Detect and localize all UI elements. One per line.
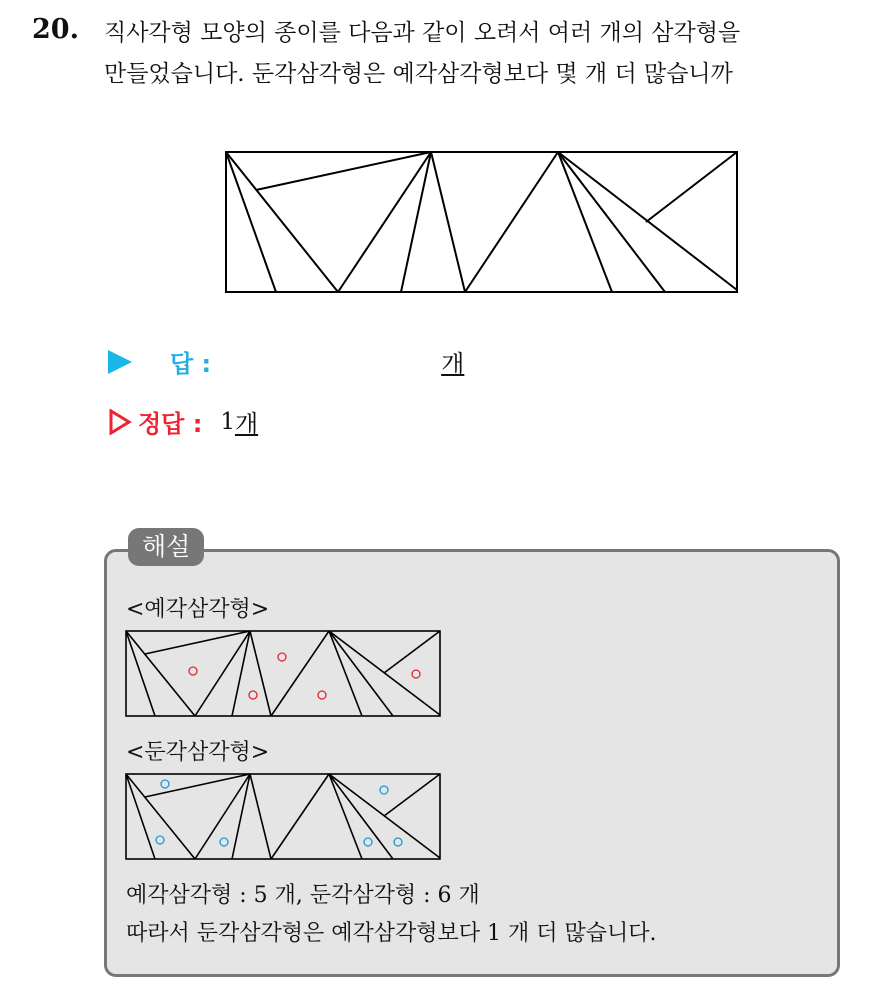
answer-label: 답 : <box>170 350 212 378</box>
acute-title: <예각삼각형> <box>126 597 270 622</box>
solution-tag: 해설 <box>128 528 204 566</box>
question-text-line1: 직사각형 모양의 종이를 다음과 같이 오려서 여러 개의 삼각형을 <box>104 20 741 46</box>
correct-answer-row <box>108 404 258 439</box>
acute-mark <box>249 691 257 699</box>
acute-figure <box>122 628 444 720</box>
solution-conclusion: 따라서 둔각삼각형은 예각삼각형보다 1 개 더 많습니다. <box>126 921 657 946</box>
acute-mark <box>189 667 197 675</box>
obtuse-mark <box>380 786 388 794</box>
question-text-line2: 만들었습니다. 둔각삼각형은 예각삼각형보다 몇 개 더 많습니까 <box>104 61 733 87</box>
correct-answer-value: 1 <box>220 408 235 435</box>
acute-mark <box>278 653 286 661</box>
solution-summary: 예각삼각형 : 5 개, 둔각삼각형 : 6 개 <box>126 883 480 908</box>
correct-answer-label: 정답 : <box>138 410 203 438</box>
acute-mark <box>318 691 326 699</box>
answer-input[interactable] <box>211 348 441 376</box>
obtuse-mark <box>364 838 372 846</box>
obtuse-figure <box>122 771 444 863</box>
obtuse-mark <box>161 780 169 788</box>
obtuse-mark <box>394 838 402 846</box>
correct-answer-unit: 개 <box>234 410 259 438</box>
outline-play-marker-icon <box>108 409 132 435</box>
play-marker-icon <box>108 350 132 374</box>
obtuse-title: <둔각삼각형> <box>126 740 270 765</box>
rectangle-figure <box>220 147 744 299</box>
obtuse-mark <box>156 836 164 844</box>
answer-unit: 개 <box>441 350 465 378</box>
question-number: 20. <box>32 14 79 45</box>
acute-mark <box>412 670 420 678</box>
obtuse-mark <box>220 838 228 846</box>
answer-row <box>108 344 464 379</box>
